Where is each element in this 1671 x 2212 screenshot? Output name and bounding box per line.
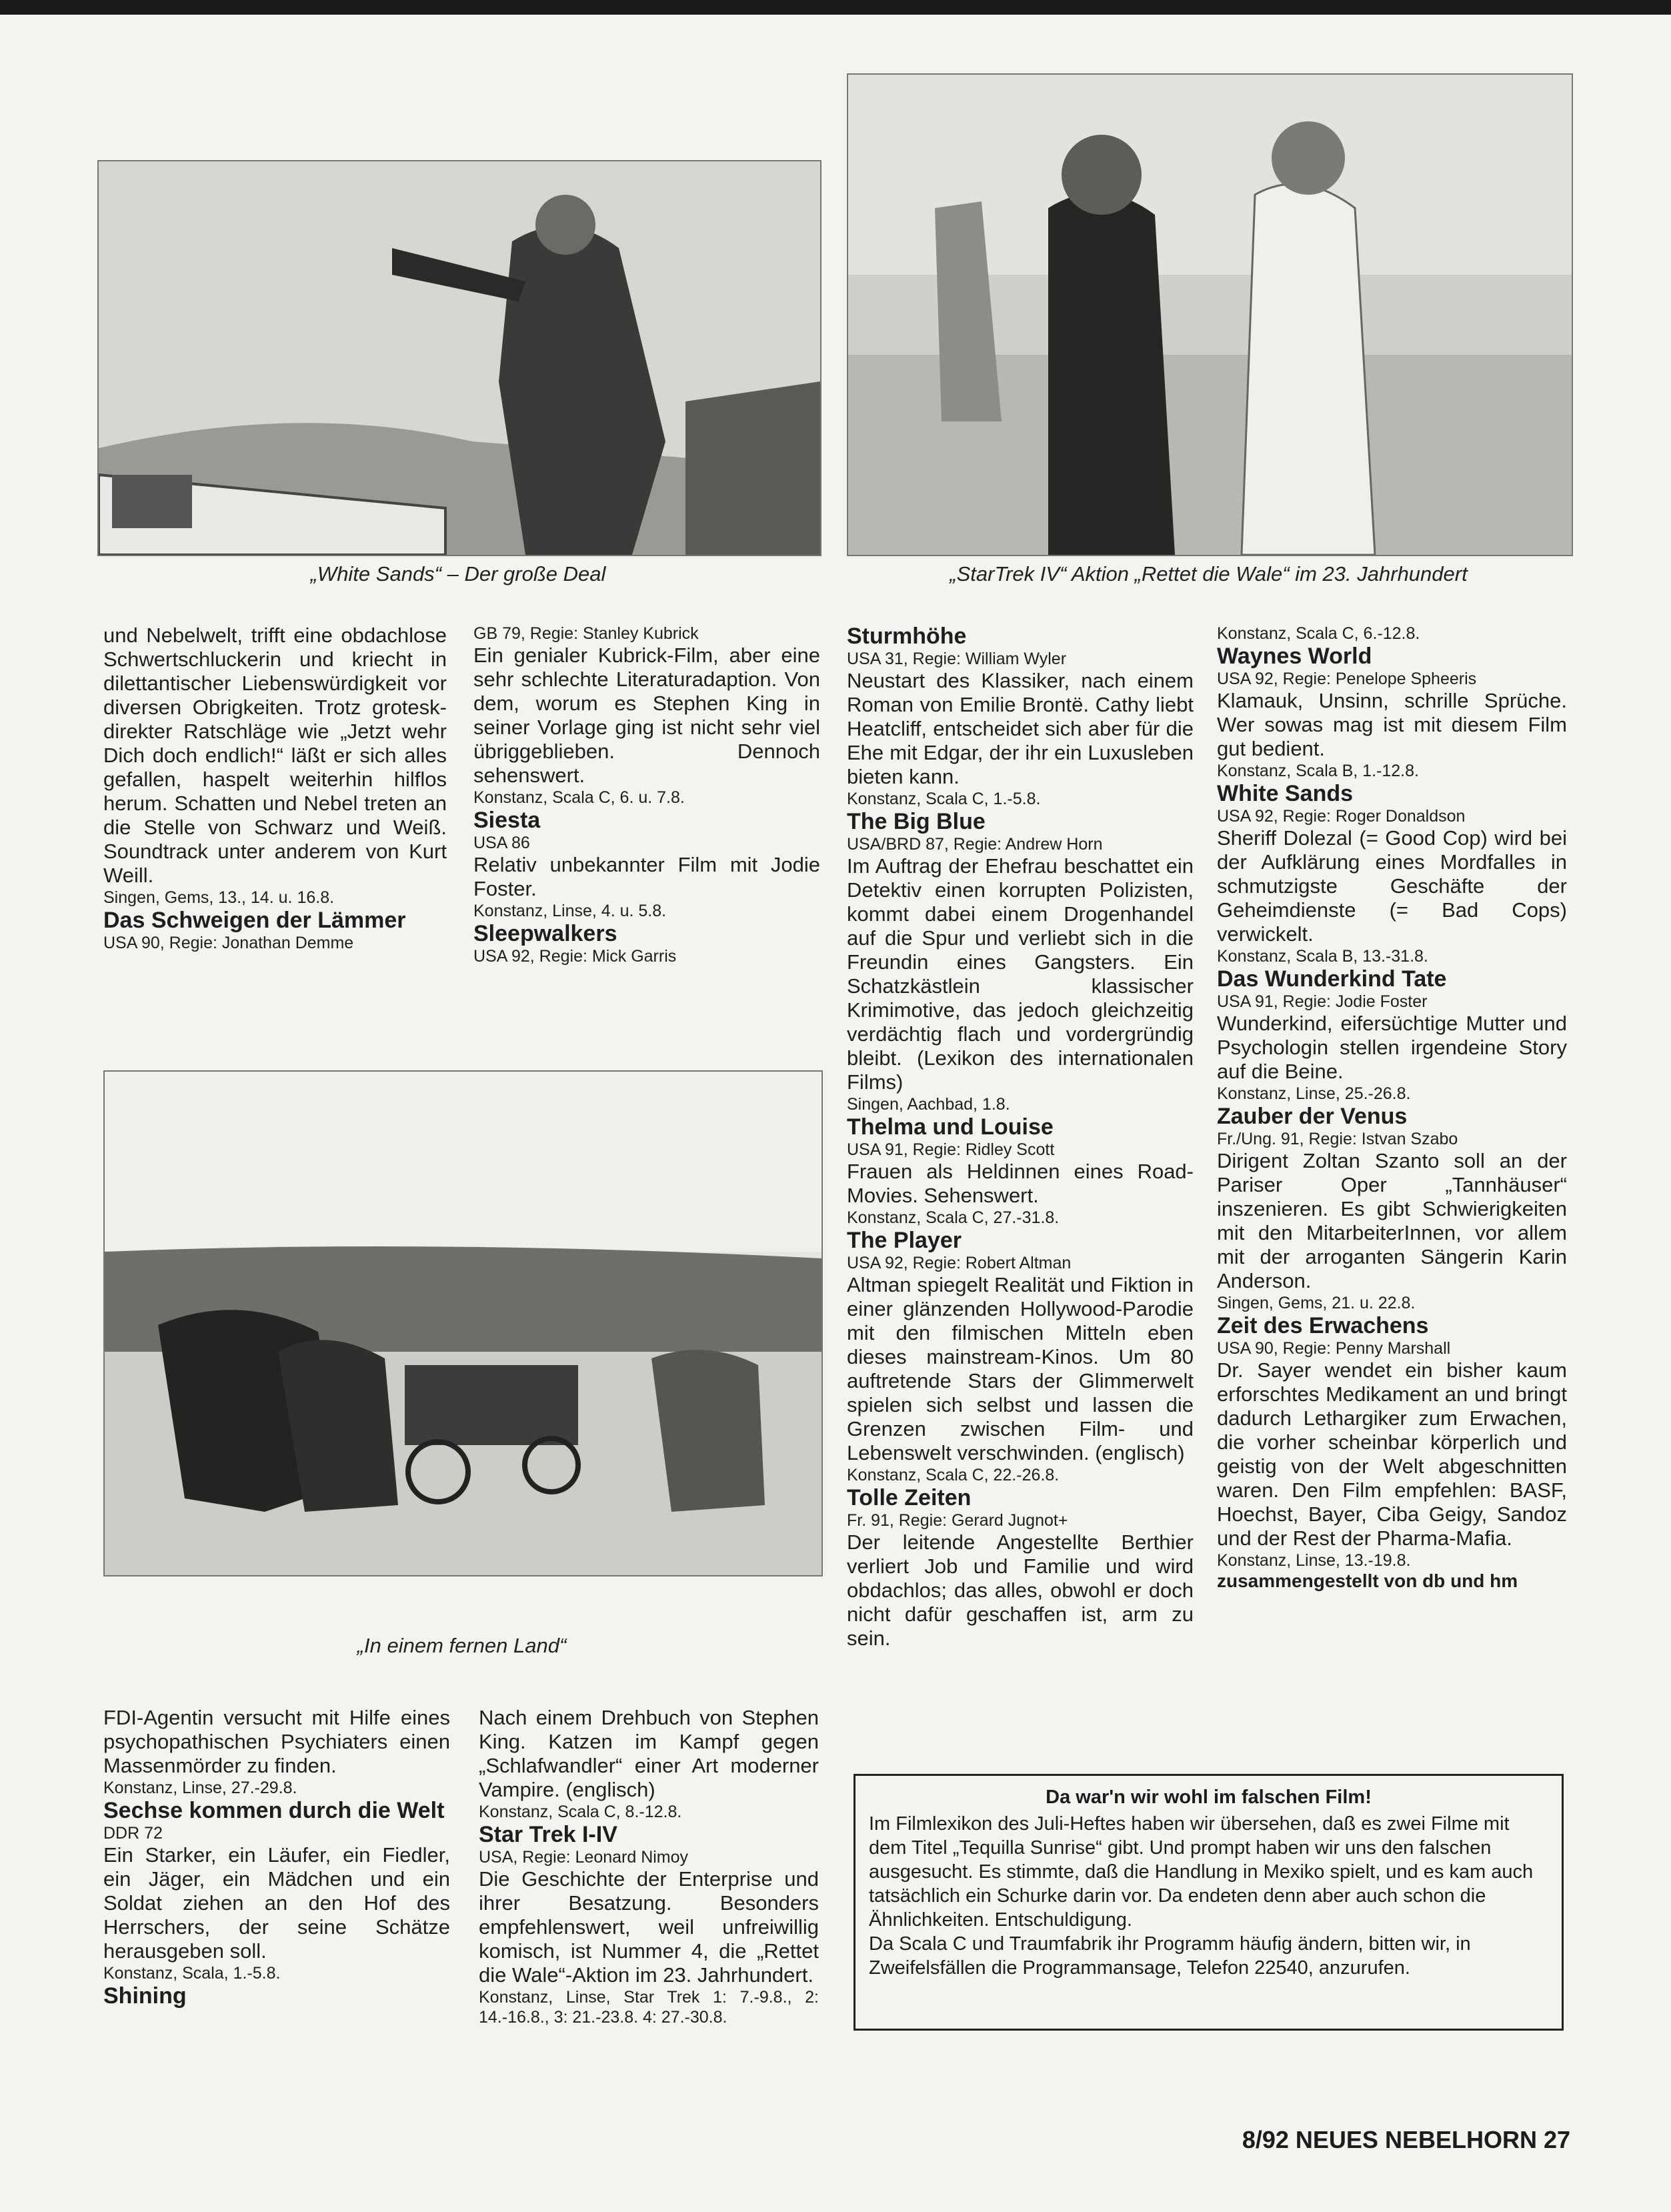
entry-venue: Konstanz, Scala B, 13.-31.8. xyxy=(1217,947,1428,966)
caption-startrek: „StarTrek IV“ Aktion „Rettet die Wale“ im 23. Jahrhundert xyxy=(950,562,1468,586)
entry-meta: USA 92, Regie: Mick Garris xyxy=(473,947,677,966)
entry-title: Das Schweigen der Lämmer xyxy=(103,908,406,933)
entry-venue: Singen, Gems, 21. u. 22.8. xyxy=(1217,1294,1416,1312)
entry-meta: USA 92, Regie: Penelope Spheeris xyxy=(1217,670,1477,688)
entry-venue: Konstanz, Scala C, 27.-31.8. xyxy=(847,1208,1060,1227)
entry-title: Star Trek I-IV xyxy=(479,1822,617,1847)
entry-title: White Sands xyxy=(1217,781,1354,806)
caption-fernen-land: „In einem fernen Land“ xyxy=(357,1634,567,1657)
entry-meta: USA 90, Regie: Jonathan Demme xyxy=(103,934,354,952)
entry-venue: Konstanz, Linse, 4. u. 5.8. xyxy=(473,902,667,920)
entry-meta: GB 79, Regie: Stanley Kubrick xyxy=(473,624,699,643)
column-4 xyxy=(1217,624,1567,1592)
entry-desc: Neustart des Klassiker, nach einem Roman von Emilie Brontë. Cathy liebt Heatcliff, entscheidet sich aber für die Ehe mit Edgar, der ihr ein Luxusleben bieten kann. xyxy=(847,669,1194,788)
film-still-startrek-icon xyxy=(848,75,1572,555)
notice-title: Da war'n wir wohl im falschen Film! xyxy=(1046,1787,1372,1808)
entry-venue: Konstanz, Scala C, 6.-12.8. xyxy=(1217,624,1420,643)
notice-paragraph-1: Im Filmlexikon des Juli-Heftes haben wir übersehen, daß es zwei Filme mit dem Titel „Tequilla Sunrise“ gibt. Und prompt haben wir uns den falschen ausgesucht. Es stimmte, daß die Handlung in Mexiko spielt, und es kam auch tatsächlich ein Schurke darin vor. Da endeten denn aber auch schon die Ähnlichkeiten. Entschuldigung. xyxy=(869,1813,1534,1931)
entry-title: Sechse kommen durch die Welt xyxy=(103,1798,445,1823)
entry-title: Sturmhöhe xyxy=(847,624,967,649)
entry-meta: Fr. 91, Regie: Gerard Jugnot+ xyxy=(847,1511,1068,1530)
entry-venue: Konstanz, Scala C, 6. u. 7.8. xyxy=(473,788,685,807)
entry-desc: Im Auftrag der Ehefrau beschattet ein Detektiv einen korrupten Polizisten, kommt dabei einem Drogenhandel auf die Spur und verliebt sich in die Freundin eines Gangsters. Ein Schatzkästlein klassischer Krimimotive, das jedoch gleichzeitig verdächtig flach und vordergründig bleibt. (Lexikon des internationalen Films) xyxy=(847,854,1194,1094)
entry-title: Zeit des Erwachens xyxy=(1217,1313,1429,1338)
entry-desc: Wunderkind, eifersüchtige Mutter und Psychologin stellen irgendeine Story auf die Beine. xyxy=(1217,1012,1567,1083)
intro-venue: Singen, Gems, 13., 14. u. 16.8. xyxy=(103,888,335,907)
entry-venue: Konstanz, Linse, 27.-29.8. xyxy=(103,1779,297,1797)
entry-desc: Frauen als Heldinnen eines Road-Movies. Sehenswert. xyxy=(847,1160,1194,1207)
entry-desc: Dr. Sayer wendet ein bisher kaum erforschtes Medikament an und bringt dadurch Lethargiker zum Erwachen, die vorher scheinbar körperlich und geistig von der Welt abgeschnitten waren. Den Film empfehlen: BASF, Hoechst, Bayer, Ciba Geigy, Sandoz und der Rest der Pharma-Mafia. xyxy=(1217,1358,1567,1550)
film-still-car-gun-icon xyxy=(99,161,820,555)
entry-meta: Fr./Ung. 91, Regie: Istvan Szabo xyxy=(1217,1130,1458,1148)
entry-venue: Konstanz, Scala B, 1.-12.8. xyxy=(1217,762,1419,780)
entry-desc: Der leitende Angestellte Berthier verliert Job und Familie und wird obdachlos; das alles, obwohl er doch nicht dafür geschaffen ist, arm zu sein. xyxy=(847,1530,1194,1650)
column-1 xyxy=(103,624,447,953)
entry-venue: Konstanz, Scala C, 8.-12.8. xyxy=(479,1803,682,1821)
entry-title: Thelma und Louise xyxy=(847,1114,1054,1140)
entry-meta: USA 91, Regie: Ridley Scott xyxy=(847,1140,1055,1159)
entry-desc: Klamauk, Unsinn, schrille Sprüche. Wer sowas mag ist mit diesem Film gut bedient. xyxy=(1217,689,1567,760)
entry-meta: USA 92, Regie: Robert Altman xyxy=(847,1254,1072,1272)
entry-desc: Ein Starker, ein Läufer, ein Fiedler, ein Jäger, ein Mädchen und ein Soldat ziehen an den Hof des Herrschers, der seine Schätze herausgeben soll. xyxy=(103,1843,450,1963)
entry-venue: Konstanz, Linse, 13.-19.8. xyxy=(1217,1551,1411,1570)
photo-white-sands xyxy=(97,160,821,556)
entry-venue: Konstanz, Linse, 25.-26.8. xyxy=(1217,1084,1411,1103)
notice-paragraph-2: Da Scala C und Traumfabrik ihr Programm häufig ändern, bitten wir, in Zweifelsfällen die Programmansage, Telefon 22540, anzurufen. xyxy=(869,1933,1471,1979)
compiled-by-credit: zusammengestellt von db und hm xyxy=(1217,1570,1518,1591)
column-5 xyxy=(103,1706,450,2009)
entry-venue: Konstanz, Scala C, 22.-26.8. xyxy=(847,1466,1060,1484)
entry-title: Shining xyxy=(103,1983,187,2009)
entry-meta: USA/BRD 87, Regie: Andrew Horn xyxy=(847,835,1103,854)
entry-title: Waynes World xyxy=(1217,644,1372,669)
entry-title: The Big Blue xyxy=(847,809,986,834)
entry-title: The Player xyxy=(847,1228,962,1253)
entry-meta: USA 86 xyxy=(473,834,530,852)
entry-desc: Altman spiegelt Realität und Fiktion in einer glänzenden Hollywood-Parodie mit den filmischen Mitteln eben dieses mainstream-Kinos. Um 80 auftretende Stars der Glimmerwelt spielen sich selbst und lassen die Grenzen zwischen Film- und Lebenswelt verschwinden. (englisch) xyxy=(847,1273,1194,1464)
entry-title: Zauber der Venus xyxy=(1217,1104,1408,1129)
entry-meta: USA 31, Regie: William Wyler xyxy=(847,650,1067,668)
column-3 xyxy=(847,624,1194,1650)
page-top-edge xyxy=(0,0,1671,15)
entry-desc: Relativ unbekannter Film mit Jodie Foster. xyxy=(473,853,820,900)
column-2 xyxy=(473,624,820,966)
photo-fernen-land xyxy=(103,1070,823,1576)
intro-text: und Nebelwelt, trifft eine obdachlose Schwertschluckerin und kriecht in dilettantischer Liebenswürdigkeit vor diversen Obrigkeiten. Trotz grotesk-direkter Ratschläge wie „Jetzt wehr Dich doch endlich!“ läßt er sich alles gefallen, haspelt weiterhin hilflos herum. Schatten und Nebel treten an die Stelle von Schwarz und Weiß. Soundtrack unter anderem von Kurt Weill. xyxy=(103,624,447,887)
entry-desc: FDI-Agentin versucht mit Hilfe eines psychopathischen Psychiaters einen Massenmörder zu finden. xyxy=(103,1706,450,1777)
entry-venue: Singen, Aachbad, 1.8. xyxy=(847,1095,1010,1114)
entry-desc: Ein genialer Kubrick-Film, aber eine sehr schlechte Literaturadaption. Von dem, worum es Stephen King in seiner Vorlage ging ist nicht sehr viel übriggeblieben. Dennoch sehenswert. xyxy=(473,644,820,787)
entry-title: Sleepwalkers xyxy=(473,921,617,946)
entry-meta: USA 92, Regie: Roger Donaldson xyxy=(1217,807,1466,826)
entry-title: Das Wunderkind Tate xyxy=(1217,966,1447,992)
photo-startrek xyxy=(847,73,1573,556)
entry-venue: Konstanz, Scala, 1.-5.8. xyxy=(103,1964,281,1983)
entry-meta: DDR 72 xyxy=(103,1824,163,1843)
entry-meta: USA 91, Regie: Jodie Foster xyxy=(1217,992,1428,1011)
entry-meta: USA 90, Regie: Penny Marshall xyxy=(1217,1339,1451,1358)
entry-desc: Dirigent Zoltan Szanto soll an der Pariser Oper „Tannhäuser“ inszenieren. Es gibt Schwierigkeiten mit den MitarbeiterInnen, vor allem mit der arroganten Sängerin Karin Anderson. xyxy=(1217,1149,1567,1292)
caption-white-sands: „White Sands“ – Der große Deal xyxy=(310,562,606,586)
entry-title: Siesta xyxy=(473,808,541,833)
entry-venue: Konstanz, Scala C, 1.-5.8. xyxy=(847,790,1041,808)
entry-desc: Nach einem Drehbuch von Stephen King. Katzen im Kampf gegen „Schlafwandler“ einer Art moderner Vampire. (englisch) xyxy=(479,1706,819,1801)
entry-venue: Konstanz, Linse, Star Trek 1: 7.-9.8., 2: 14.-16.8., 3: 21.-23.8. 4: 27.-30.8. xyxy=(479,1988,819,2027)
column-6 xyxy=(479,1706,819,2027)
page-footer: 8/92 NEUES NEBELHORN 27 xyxy=(1242,2126,1570,2153)
entry-desc: Die Geschichte der Enterprise und ihrer Besatzung. Besonders empfehlenswert, weil unfreiwillig komisch, ist Nummer 4, die „Rettet die Wale“-Aktion im 23. Jahrhundert. xyxy=(479,1867,819,1987)
entry-title: Tolle Zeiten xyxy=(847,1485,972,1510)
entry-desc: Sheriff Dolezal (= Good Cop) wird bei der Aufklärung eines Mordfalles in schmutzigste Geschäfte der Geheimdienste (= Bad Cops) verwickelt. xyxy=(1217,826,1567,946)
correction-notice-box xyxy=(854,1774,1564,2031)
entry-meta: USA, Regie: Leonard Nimoy xyxy=(479,1848,689,1867)
film-still-wagon-horses-icon xyxy=(105,1072,821,1575)
